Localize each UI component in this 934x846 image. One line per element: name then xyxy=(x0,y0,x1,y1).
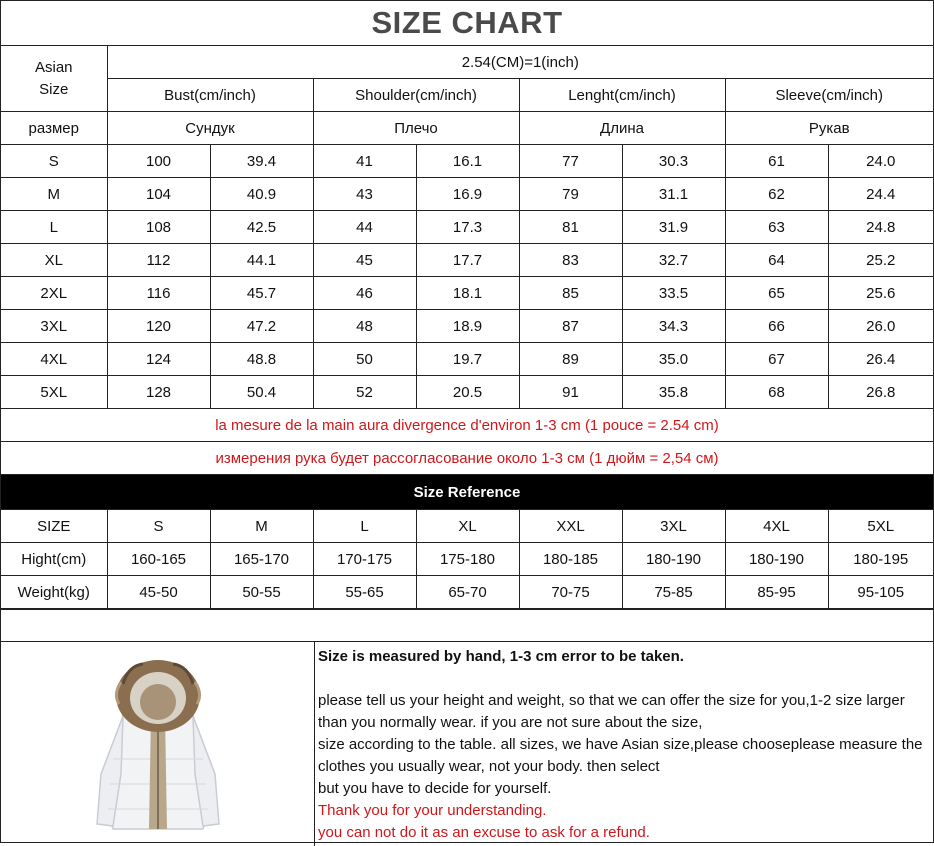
table-row xyxy=(1,310,933,343)
measurement-cell: 48.8 xyxy=(210,343,313,376)
ru-column-sleeve: Рукав xyxy=(725,112,933,145)
measurement-cell: 63 xyxy=(725,211,828,244)
size-label: 5XL xyxy=(1,376,107,409)
measurement-cell: 52 xyxy=(313,376,416,409)
info-heading: Size is measured by hand, 1-3 cm error to be taken. xyxy=(318,648,684,665)
measurement-cell: 34.3 xyxy=(622,310,725,343)
table-row xyxy=(1,211,933,244)
measurement-cell: 26.8 xyxy=(828,376,933,409)
note-russian: измерения рука будет рассогласование около 1-3 см (1 дюйм = 2,54 см) xyxy=(1,442,933,475)
reference-cell: 85-95 xyxy=(725,576,828,609)
measurement-cell: 67 xyxy=(725,343,828,376)
measurement-cell: 62 xyxy=(725,178,828,211)
measurement-cell: 64 xyxy=(725,244,828,277)
size-label: 2XL xyxy=(1,277,107,310)
measurement-cell: 17.7 xyxy=(416,244,519,277)
size-label: M xyxy=(1,178,107,211)
size-label: 3XL xyxy=(1,310,107,343)
reference-cell: XXL xyxy=(519,510,622,543)
asian-size-label: Asian Size xyxy=(1,46,107,112)
ru-column-shoulder: Плечо xyxy=(313,112,519,145)
reference-label: SIZE xyxy=(1,510,107,543)
measurement-cell: 24.0 xyxy=(828,145,933,178)
reference-cell: 170-175 xyxy=(313,543,416,576)
reference-cell: 95-105 xyxy=(828,576,933,609)
column-shoulder: Shoulder(cm/inch) xyxy=(313,79,519,112)
info-text xyxy=(315,642,933,846)
reference-cell: XL xyxy=(416,510,519,543)
size-label: 4XL xyxy=(1,343,107,376)
jacket-icon xyxy=(83,654,233,834)
size-rows xyxy=(1,145,933,409)
reference-cell: 75-85 xyxy=(622,576,725,609)
reference-cell: 180-190 xyxy=(725,543,828,576)
measurement-cell: 24.4 xyxy=(828,178,933,211)
reference-cell: 55-65 xyxy=(313,576,416,609)
measurement-cell: 65 xyxy=(725,277,828,310)
reference-cell: 160-165 xyxy=(107,543,210,576)
reference-label: Weight(kg) xyxy=(1,576,107,609)
size-label: XL xyxy=(1,244,107,277)
info-section xyxy=(1,642,933,846)
table-row xyxy=(1,244,933,277)
info-red-line-2: you can not do it as an excuse to ask for a refund. xyxy=(318,824,650,841)
reference-cell: 45-50 xyxy=(107,576,210,609)
measurement-cell: 20.5 xyxy=(416,376,519,409)
measurement-cell: 18.1 xyxy=(416,277,519,310)
size-table xyxy=(1,46,933,409)
measurement-cell: 16.9 xyxy=(416,178,519,211)
measurement-cell: 45 xyxy=(313,244,416,277)
measurement-cell: 25.2 xyxy=(828,244,933,277)
measurement-cell: 50 xyxy=(313,343,416,376)
measurement-cell: 40.9 xyxy=(210,178,313,211)
info-line-2: size according to the table. all sizes, we have Asian size,please chooseplease measure the clothes you usually wear, not your body. then select xyxy=(318,736,923,775)
measurement-cell: 42.5 xyxy=(210,211,313,244)
column-sleeve: Sleeve(cm/inch) xyxy=(725,79,933,112)
measurement-cell: 61 xyxy=(725,145,828,178)
measurement-cell: 47.2 xyxy=(210,310,313,343)
measurement-cell: 26.4 xyxy=(828,343,933,376)
measurement-cell: 32.7 xyxy=(622,244,725,277)
reference-cell: 180-190 xyxy=(622,543,725,576)
measurement-cell: 45.7 xyxy=(210,277,313,310)
measurement-cell: 33.5 xyxy=(622,277,725,310)
reference-cell: 65-70 xyxy=(416,576,519,609)
measurement-cell: 89 xyxy=(519,343,622,376)
measurement-cell: 44.1 xyxy=(210,244,313,277)
column-length: Lenght(cm/inch) xyxy=(519,79,725,112)
reference-cell: 4XL xyxy=(725,510,828,543)
spacer-row xyxy=(1,609,933,642)
measurement-cell: 31.1 xyxy=(622,178,725,211)
reference-cell: 180-195 xyxy=(828,543,933,576)
measurement-cell: 35.8 xyxy=(622,376,725,409)
measurement-cell: 91 xyxy=(519,376,622,409)
measurement-cell: 81 xyxy=(519,211,622,244)
reference-rows xyxy=(1,510,933,609)
measurement-cell: 83 xyxy=(519,244,622,277)
measurement-cell: 39.4 xyxy=(210,145,313,178)
table-row xyxy=(1,576,933,609)
reference-cell: 5XL xyxy=(828,510,933,543)
size-reference-table xyxy=(1,510,933,609)
reference-cell: M xyxy=(210,510,313,543)
size-label: L xyxy=(1,211,107,244)
measurement-cell: 108 xyxy=(107,211,210,244)
table-row xyxy=(1,277,933,310)
measurement-cell: 87 xyxy=(519,310,622,343)
measurement-cell: 35.0 xyxy=(622,343,725,376)
page-title: SIZE CHART xyxy=(1,1,933,46)
note-french: la mesure de la main aura divergence d'environ 1-3 cm (1 pouce = 2.54 cm) xyxy=(1,409,933,442)
info-line-3: but you have to decide for yourself. xyxy=(318,780,552,797)
measurement-cell: 104 xyxy=(107,178,210,211)
measurement-cell: 50.4 xyxy=(210,376,313,409)
reference-cell: 165-170 xyxy=(210,543,313,576)
conversion-label: 2.54(CM)=1(inch) xyxy=(107,46,933,79)
measurement-cell: 48 xyxy=(313,310,416,343)
measurement-cell: 120 xyxy=(107,310,210,343)
measurement-cell: 26.0 xyxy=(828,310,933,343)
reference-label: Hight(cm) xyxy=(1,543,107,576)
measurement-cell: 124 xyxy=(107,343,210,376)
measurement-cell: 79 xyxy=(519,178,622,211)
measurement-cell: 128 xyxy=(107,376,210,409)
measurement-cell: 77 xyxy=(519,145,622,178)
measurement-cell: 25.6 xyxy=(828,277,933,310)
measurement-cell: 116 xyxy=(107,277,210,310)
measurement-cell: 30.3 xyxy=(622,145,725,178)
size-reference-title: Size Reference xyxy=(1,475,933,510)
table-row xyxy=(1,178,933,211)
reference-cell: 180-185 xyxy=(519,543,622,576)
info-red-line-1: Thank you for your understanding. xyxy=(318,802,547,819)
measurement-cell: 31.9 xyxy=(622,211,725,244)
reference-cell: L xyxy=(313,510,416,543)
table-row xyxy=(1,376,933,409)
reference-cell: 175-180 xyxy=(416,543,519,576)
ru-size-label: размер xyxy=(1,112,107,145)
measurement-cell: 66 xyxy=(725,310,828,343)
reference-cell: S xyxy=(107,510,210,543)
measurement-cell: 43 xyxy=(313,178,416,211)
measurement-cell: 85 xyxy=(519,277,622,310)
measurement-cell: 16.1 xyxy=(416,145,519,178)
table-row xyxy=(1,543,933,576)
measurement-cell: 112 xyxy=(107,244,210,277)
ru-column-bust: Сундук xyxy=(107,112,313,145)
info-line-1: please tell us your height and weight, so that we can offer the size for you,1-2 size larger than you normally wear. if you are not sure about the size, xyxy=(318,692,905,731)
size-label: S xyxy=(1,145,107,178)
measurement-cell: 19.7 xyxy=(416,343,519,376)
table-row xyxy=(1,343,933,376)
ru-column-length: Длина xyxy=(519,112,725,145)
table-row xyxy=(1,510,933,543)
table-row xyxy=(1,145,933,178)
measurement-cell: 18.9 xyxy=(416,310,519,343)
measurement-cell: 17.3 xyxy=(416,211,519,244)
reference-cell: 3XL xyxy=(622,510,725,543)
measurement-cell: 44 xyxy=(313,211,416,244)
measurement-cell: 100 xyxy=(107,145,210,178)
measurement-cell: 41 xyxy=(313,145,416,178)
column-bust: Bust(cm/inch) xyxy=(107,79,313,112)
reference-cell: 50-55 xyxy=(210,576,313,609)
product-image xyxy=(1,642,315,846)
measurement-cell: 24.8 xyxy=(828,211,933,244)
measurement-cell: 68 xyxy=(725,376,828,409)
measurement-cell: 46 xyxy=(313,277,416,310)
reference-cell: 70-75 xyxy=(519,576,622,609)
